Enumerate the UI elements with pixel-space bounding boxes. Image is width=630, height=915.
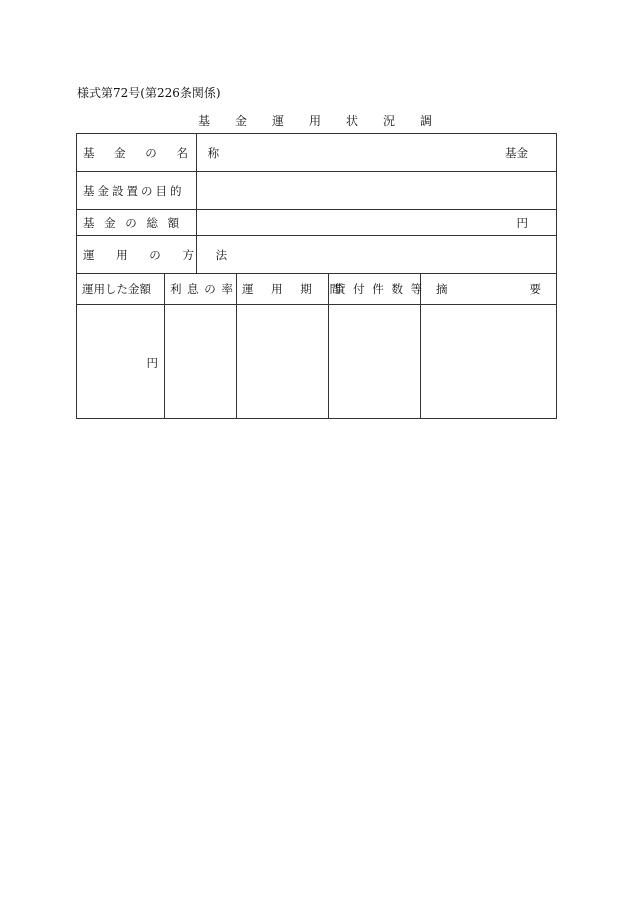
purpose-row — [77, 172, 557, 210]
method-row — [77, 236, 557, 274]
col-header-amount: 運用した金額 — [77, 274, 165, 305]
col-header-interest-rate: 利 息 の 率 — [165, 274, 237, 305]
form-number: 様式第72号(第226条関係) — [77, 86, 221, 100]
col-header-loan-count: 貸 付 件 数 等 — [329, 274, 421, 305]
title-char: 基 — [197, 114, 210, 128]
fund-name-label: 基 金 の 名 称 — [77, 134, 197, 172]
fund-name-row — [77, 134, 557, 172]
fund-name-field[interactable] — [197, 134, 557, 172]
period-cell[interactable] — [237, 305, 329, 419]
col-header-period: 運 用 期 間 — [237, 274, 329, 305]
fund-suffix: 基金 — [505, 145, 528, 160]
column-header-row — [77, 274, 557, 305]
title-char: 用 — [308, 114, 321, 128]
total-amount-unit: 円 — [516, 215, 528, 230]
method-label: 運 用 の 方 法 — [77, 236, 197, 274]
amount-cell[interactable] — [77, 305, 165, 419]
summary-label-a: 摘 — [436, 282, 448, 296]
total-amount-field[interactable] — [197, 210, 557, 236]
title-char: 金 — [234, 114, 247, 128]
data-row — [77, 305, 557, 419]
title-char: 調 — [419, 114, 432, 128]
fund-operation-table — [76, 133, 557, 419]
summary-cell[interactable] — [421, 305, 557, 419]
total-amount-row — [77, 210, 557, 236]
method-field[interactable] — [197, 236, 557, 274]
title-char: 運 — [271, 114, 284, 128]
total-amount-label: 基 金 の 総 額 — [77, 210, 197, 236]
title-char: 状 — [345, 114, 358, 128]
summary-label-b: 要 — [529, 282, 541, 296]
interest-rate-cell[interactable] — [165, 305, 237, 419]
loan-count-cell[interactable] — [329, 305, 421, 419]
document-title — [0, 112, 630, 129]
purpose-label: 基金設置の目的 — [77, 172, 197, 210]
title-char: 況 — [382, 114, 395, 128]
purpose-field[interactable] — [197, 172, 557, 210]
col-header-summary — [421, 274, 557, 305]
amount-unit: 円 — [146, 355, 158, 370]
